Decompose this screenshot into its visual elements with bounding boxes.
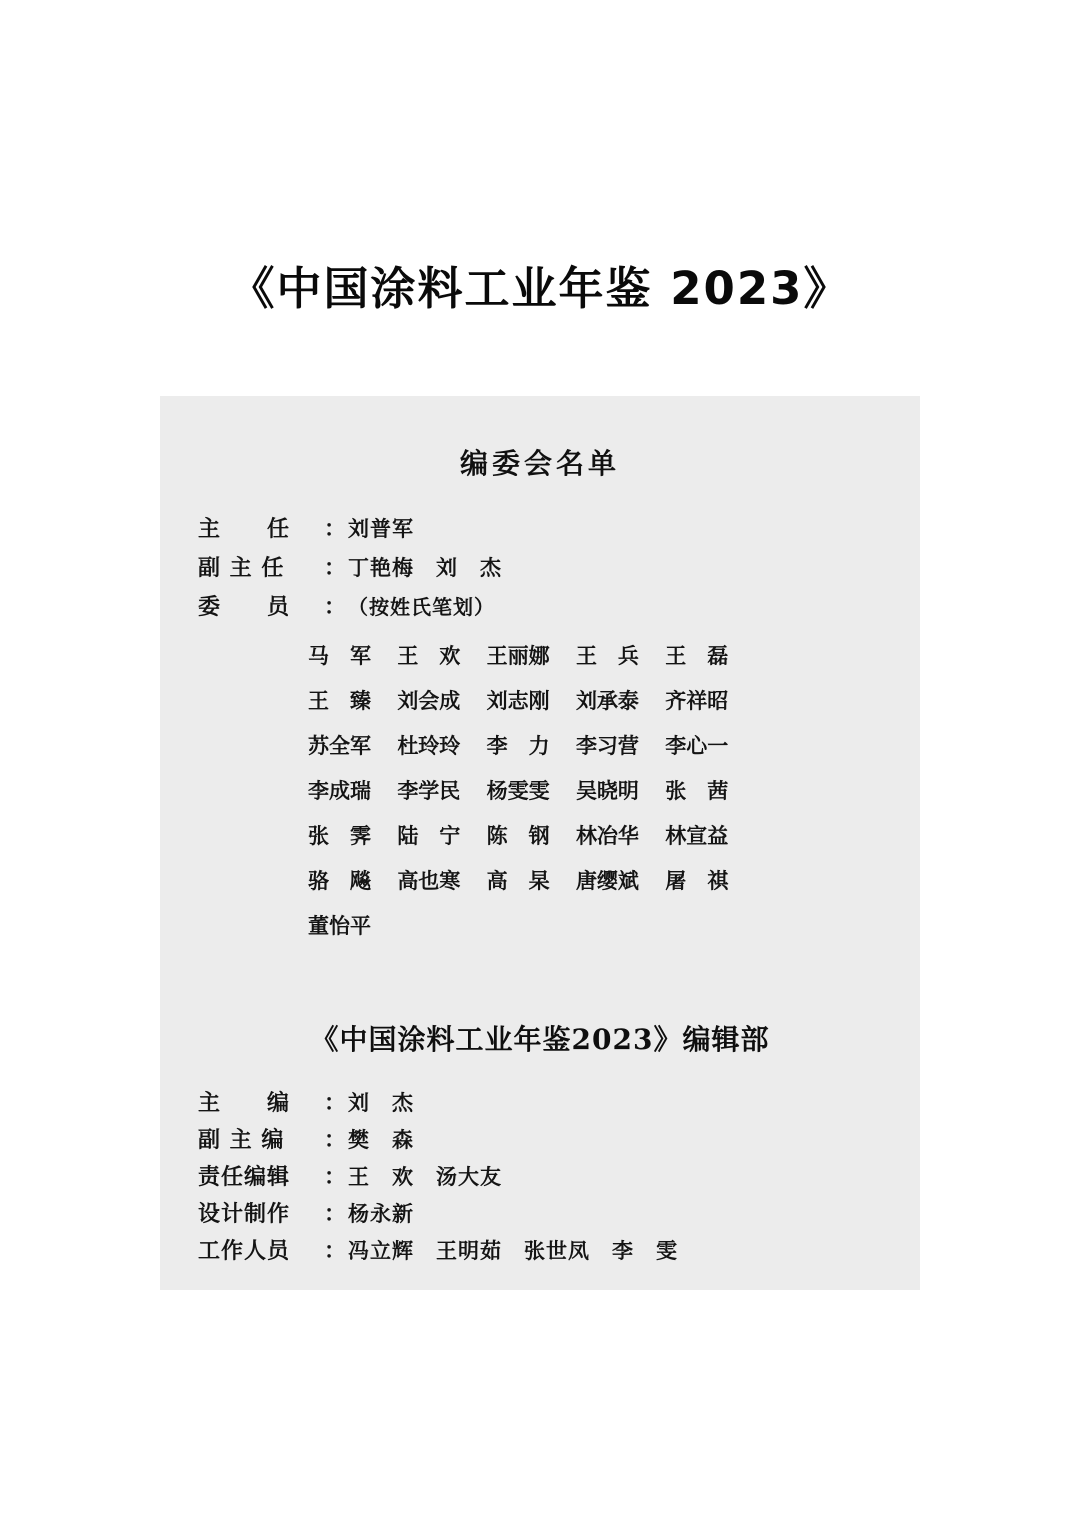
role-row (198, 518, 920, 540)
member-name: 李心一 (665, 733, 729, 758)
member-row (308, 640, 920, 670)
role-value: 樊 森 (348, 1127, 415, 1152)
committee-heading: 编委会名单 (459, 447, 620, 480)
member-grid (160, 640, 920, 940)
member-name: 张 茜 (665, 778, 729, 803)
role-label: 副 主 编 (198, 1127, 285, 1153)
member-row (308, 820, 920, 850)
role-label: 责任编辑 (198, 1164, 291, 1190)
member-name: 林冶华 (575, 823, 639, 848)
committee-panel (160, 396, 920, 1290)
member-name: 张 霁 (308, 823, 371, 848)
page-title: 《中国涂料工业年鉴 2023》 (229, 262, 851, 315)
member-name: 马 军 (308, 643, 371, 668)
member-row (308, 685, 920, 715)
role-row (198, 557, 920, 579)
member-name: 杜玲玲 (397, 733, 461, 758)
editorial-roles (160, 1092, 920, 1262)
role-label: 主 编 (198, 1090, 291, 1116)
role-label: 主 任 (198, 516, 291, 542)
member-name: 高 杲 (486, 868, 550, 893)
member-name: 杨雯雯 (486, 778, 550, 803)
member-name: 王丽娜 (486, 643, 550, 668)
member-name: 李学民 (397, 778, 461, 803)
member-name: 陈 钢 (486, 823, 550, 848)
member-row (308, 910, 920, 940)
role-colon: ： (324, 1090, 347, 1116)
role-row (198, 1203, 920, 1225)
member-name: 吴晓明 (575, 778, 639, 803)
member-name: 李 力 (486, 733, 550, 758)
member-name: 高也寒 (397, 868, 461, 893)
role-colon: ： (324, 1127, 347, 1153)
role-colon: ： (324, 1164, 347, 1190)
role-row (198, 1092, 920, 1114)
role-label: 委 员 (198, 594, 291, 620)
member-name: 陆 宁 (397, 823, 461, 848)
member-name: 苏全军 (308, 733, 371, 758)
member-name: 王 兵 (575, 643, 639, 668)
role-value: 杨永新 (348, 1201, 415, 1226)
role-value: （按姓氏笔划） (348, 595, 496, 619)
member-row (308, 775, 920, 805)
role-label: 副 主 任 (198, 555, 285, 581)
role-colon: ： (324, 1201, 347, 1227)
editorial-heading: 《中国涂料工业年鉴2023》编辑部 (310, 1023, 770, 1056)
role-row (198, 1129, 920, 1151)
role-label: 工作人员 (198, 1238, 291, 1264)
role-value: 丁艳梅 刘 杰 (348, 555, 503, 580)
role-label: 设计制作 (198, 1201, 291, 1227)
member-name: 董怡平 (308, 913, 371, 938)
role-row (198, 1240, 920, 1262)
member-name: 刘志刚 (486, 688, 550, 713)
member-name: 林宣益 (665, 823, 729, 848)
role-row (198, 1166, 920, 1188)
member-name: 唐缨斌 (575, 868, 639, 893)
member-name: 屠 祺 (665, 868, 729, 893)
role-colon: ： (324, 516, 347, 542)
member-row (308, 730, 920, 760)
member-name: 李成瑞 (308, 778, 371, 803)
member-name: 骆 飚 (308, 868, 371, 893)
member-name: 王 臻 (308, 688, 371, 713)
role-colon: ： (324, 555, 347, 581)
member-name: 王 磊 (665, 643, 729, 668)
role-value: 冯立辉 王明茹 张世凤 李 雯 (348, 1238, 679, 1263)
member-name: 齐祥昭 (665, 688, 729, 713)
member-name: 刘会成 (397, 688, 461, 713)
member-name: 李习营 (575, 733, 639, 758)
member-row (308, 865, 920, 895)
member-name: 王 欢 (397, 643, 461, 668)
role-colon: ： (324, 1238, 347, 1264)
committee-roles (160, 518, 920, 618)
role-value: 刘普军 (348, 516, 415, 541)
role-colon: ： (324, 594, 347, 620)
role-value: 刘 杰 (348, 1090, 415, 1115)
member-name: 刘承泰 (575, 688, 639, 713)
role-row (198, 596, 920, 618)
role-value: 王 欢 汤大友 (348, 1164, 503, 1189)
